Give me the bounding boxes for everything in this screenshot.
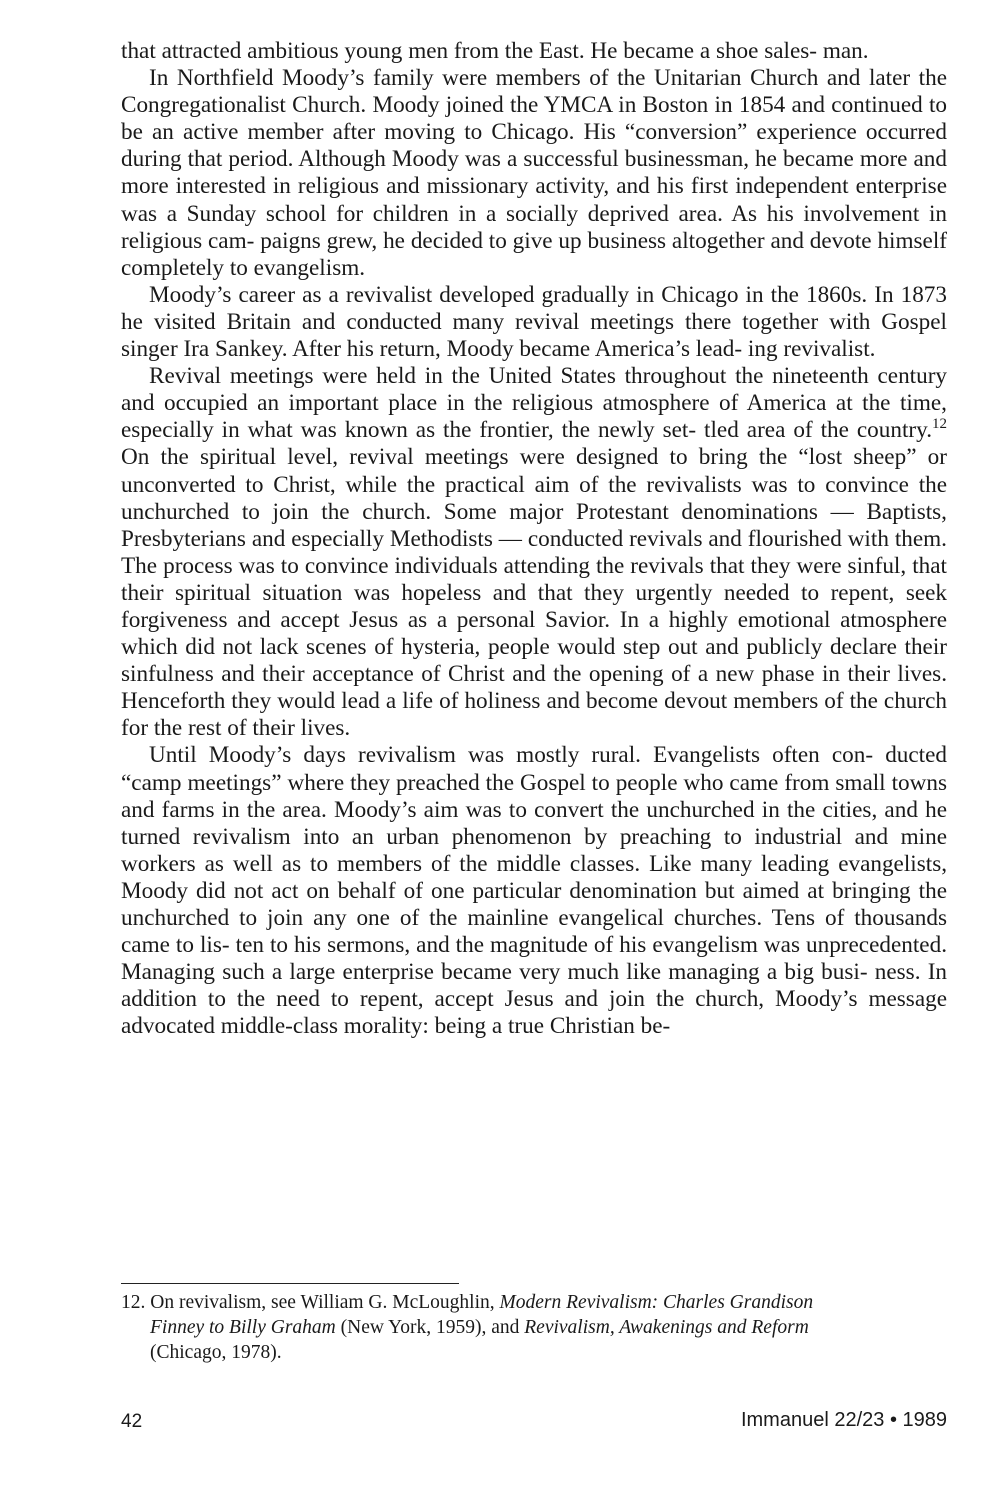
text-line: and the opening of a new phase in their lives. Henceforth they would lead a <box>121 661 948 715</box>
footnote-line-2 <box>121 1315 947 1340</box>
text-line: that their spiritual situation was hopeless and that they urgently needed to <box>121 552 947 606</box>
footnote-number: 12. <box>121 1292 146 1313</box>
text-line: life of holiness and become devout members of the church for the rest of their <box>121 688 948 742</box>
footnote-intro: On revivalism, see William G. McLoughlin, <box>145 1292 500 1313</box>
text-line: successful businessman, he became more and more interested in religious and <box>121 146 947 200</box>
text-line: 1854 and continued to be an active member after moving to Chicago. His <box>121 92 948 146</box>
text-line: Moody’s career as a revivalist developed gradually in Chicago in the 1860s. <box>149 281 868 308</box>
text-line: practical aim of the revivalists was to convince the unchurched to join the <box>121 471 948 525</box>
text-line: ten to his sermons, and the magnitude of his evangelism was unprecedented. <box>235 932 947 959</box>
running-footer: Immanuel 22/23 • 1989 <box>740 1409 947 1431</box>
text-line: ness. In addition to the need to repent, accept Jesus and join the church, <box>121 959 948 1013</box>
footnote-title-1a: Modern Revivalism: Charles Grandison <box>499 1292 814 1313</box>
text-line: Until Moody’s days revivalism was mostly rural. Evangelists often con- <box>149 742 874 769</box>
text-line: completely to evangelism. <box>121 254 366 281</box>
footnote-12 <box>121 1290 947 1365</box>
paragraph <box>121 363 947 742</box>
text-line: one particular denomination but aimed at bringing the unchurched to join <box>121 877 948 931</box>
text-line: from small towns and farms in the area. Moody’s aim was to convert the <box>121 769 948 823</box>
text-line: repent, seek forgiveness and accept Jesus as a personal Savior. In a highly <box>121 579 948 633</box>
paragraph <box>121 742 947 1040</box>
text-line: emotional atmosphere which did not lack scenes of hysteria, people would <box>121 606 947 661</box>
paragraph <box>121 65 947 282</box>
text-line: unchurched in the cities, and he turned revivalism into an urban phenomenon <box>121 796 947 850</box>
footnote-line-1 <box>121 1290 947 1315</box>
text-line: especially Methodists — conducted revivals and flourished with them. The <box>121 525 947 579</box>
paragraph <box>121 282 947 363</box>
text-line: missionary activity, and his first independent enterprise was a Sunday school <box>121 173 947 227</box>
text-line-continuation: On the spiritual level, revival meetings were <box>121 444 565 471</box>
footnote-title-1b: Finney to Billy Graham <box>150 1317 336 1338</box>
text-line: church. Some major Protestant denominations — Baptists, Presbyterians and <box>121 498 947 552</box>
text-line: with Gospel singer Ira Sankey. After his return, Moody became America’s lead- <box>121 308 947 363</box>
footnote-rule <box>121 1283 459 1284</box>
text-line: later the Congregationalist Church. Moody joined the YMCA in Boston in <box>121 65 948 119</box>
text-line: Revival meetings were held in the United States throughout the nineteenth <box>149 363 869 390</box>
footnote-mid: (New York, 1959), and <box>335 1317 525 1338</box>
text-line: that attracted ambitious young men from the East. He became a shoe sales- <box>121 38 818 64</box>
text-line: century and occupied an important place in the religious atmosphere of <box>121 363 948 417</box>
text-line: Managing such a large enterprise became very much like managing a big busi- <box>121 959 868 986</box>
text-line: lives. <box>300 715 351 742</box>
text-line: Moody’s message advocated middle-class morality: being a true Christian be- <box>121 986 947 1040</box>
text-line: ing revivalist. <box>747 336 876 363</box>
page-number: 42 <box>121 1411 143 1432</box>
text-line: America at the time, especially in what was known as the frontier, the newly set- <box>121 390 947 444</box>
text-line: middle classes. Like many leading evangelists, Moody did not act on behalf of <box>121 850 948 904</box>
text-line: process was to convince individuals attending the revivals that they were sinful, <box>163 552 907 579</box>
footnote-line-3: (Chicago, 1978). <box>150 1342 282 1363</box>
body-text <box>121 38 947 1040</box>
text-line: designed to bring the “lost sheep” or unconverted to Christ, while the <box>121 444 947 498</box>
text-line: paigns grew, he decided to give up business altogether and devote himself <box>260 227 947 254</box>
text-line: for children in a socially deprived area. As his involvement in religious cam- <box>121 200 947 254</box>
text-line: any one of the mainline evangelical churches. Tens of thousands came to lis- <box>121 905 947 959</box>
text-line: In Northfield Moody’s family were members of the Unitarian Church and <box>149 65 861 92</box>
text-line: “conversion” experience occurred during that period. Although Moody was a <box>121 119 948 173</box>
text-line: man. <box>822 38 869 64</box>
paragraph <box>121 38 947 65</box>
text-line: by preaching to industrial and mine workers as well as to members of the <box>121 823 947 877</box>
text-line: tled area of the country. <box>704 417 933 444</box>
footnote-reference[interactable]: 12 <box>932 416 948 433</box>
text-line: ducted “camp meetings” where they preached the Gospel to people who came <box>121 742 948 796</box>
text-line: step out and publicly declare their sinfulness and their acceptance of Christ <box>121 634 948 688</box>
footnote-title-2: Revivalism, Awakenings and Reform <box>524 1317 809 1338</box>
text-line: In 1873 he visited Britain and conducted many revival meetings there together <box>121 281 947 335</box>
